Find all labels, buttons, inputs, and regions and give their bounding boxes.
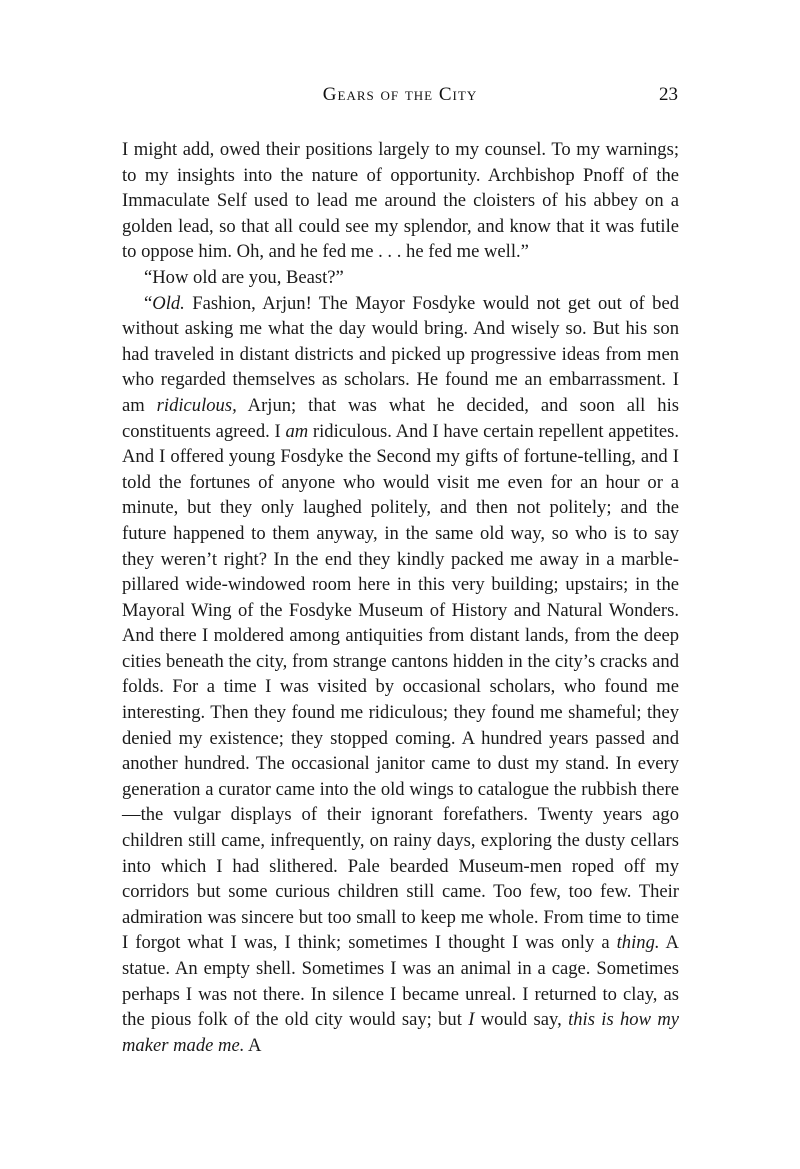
running-head-title: Gears of the City (322, 84, 478, 105)
text-run: “ (144, 292, 153, 314)
paragraph (122, 265, 679, 291)
italic-run: Old. (152, 292, 185, 314)
italic-run: am (285, 420, 309, 442)
paragraph (122, 137, 679, 265)
text-run: ridiculous. And I have certain repellent appetites. And I offered young Fosdyke the Second my gifts of fortune-telling, and I told the fortunes of anyone who would visit me even for an hour or a minute, but they only laughed politely, and then not politely; and the future happened to them anyway, in the same old way, so who is to say they weren’t right? In the end they kindly packed me away in a marble-pillared wide-windowed room here in this very building; upstairs; in the Mayoral Wing of the Fosdyke Museum of History and Natural Wonders. And there I moldered among antiquities from distant lands, from the deep cities beneath the city, from strange cantons hidden in the city’s cracks and folds. For a time I was visited by occasional scholars, who found me interesting. Then they found me ridiculous; they found me shameful; they denied my existence; they stopped coming. A hundred years passed and another hundred. The occasional janitor came to dust my stand. In every generation a curator came into the old wings to catalogue the rubbish there—the vulgar displays of their ignorant forefathers. Twenty years ago children still came, infrequently, on rainy days, exploring the dusty cellars into which I had slithered. Pale bearded Museum-men roped off my corridors but some curious children still came. Too few, too few. Their admiration was sincere but too small to keep me whole. From time to time I forgot what I was, I think; sometimes I thought I was only a (122, 420, 679, 954)
text-run: would say, (474, 1009, 569, 1031)
text-run: Fashion, Arjun! The Mayor Fosdyke would not get out of bed without asking me what the day would bring. And wisely so. But his son had traveled in distant districts and picked up progressive ideas from men who regarded themselves as scholars. He found me an embarrassment. I am (122, 292, 679, 416)
italic-run: thing. (616, 932, 660, 954)
text-run: A statue. An empty shell. Sometimes I was an animal in a cage. Sometimes perhaps I was not there. In silence I became unreal. I returned to clay, as the pious folk of the old city would say; but (122, 932, 679, 1031)
page-number: 23 (659, 84, 678, 105)
italic-run: I (468, 1009, 475, 1031)
body-text (122, 137, 679, 1058)
running-head (122, 84, 678, 114)
italic-run: this is how my maker made me. (122, 1009, 679, 1056)
text-run: “How old are you, Beast?” (144, 266, 344, 288)
text-run: I might add, owed their positions largely to my counsel. To my warnings; to my insights into the nature of opportunity. Archbishop Pnoff of the Immaculate Self used to lead me around the cloisters of his abbey on a golden lead, so that all could see my splendor, and know that it was futile to oppose him. Oh, and he fed me . . . he fed me well.” (122, 139, 679, 263)
text-run: A (244, 1034, 262, 1056)
text-run: Arjun; that was what he decided, and soon all his constituents agreed. I (122, 394, 679, 442)
italic-run: ridiculous, (156, 394, 237, 416)
paragraph (122, 291, 679, 1059)
